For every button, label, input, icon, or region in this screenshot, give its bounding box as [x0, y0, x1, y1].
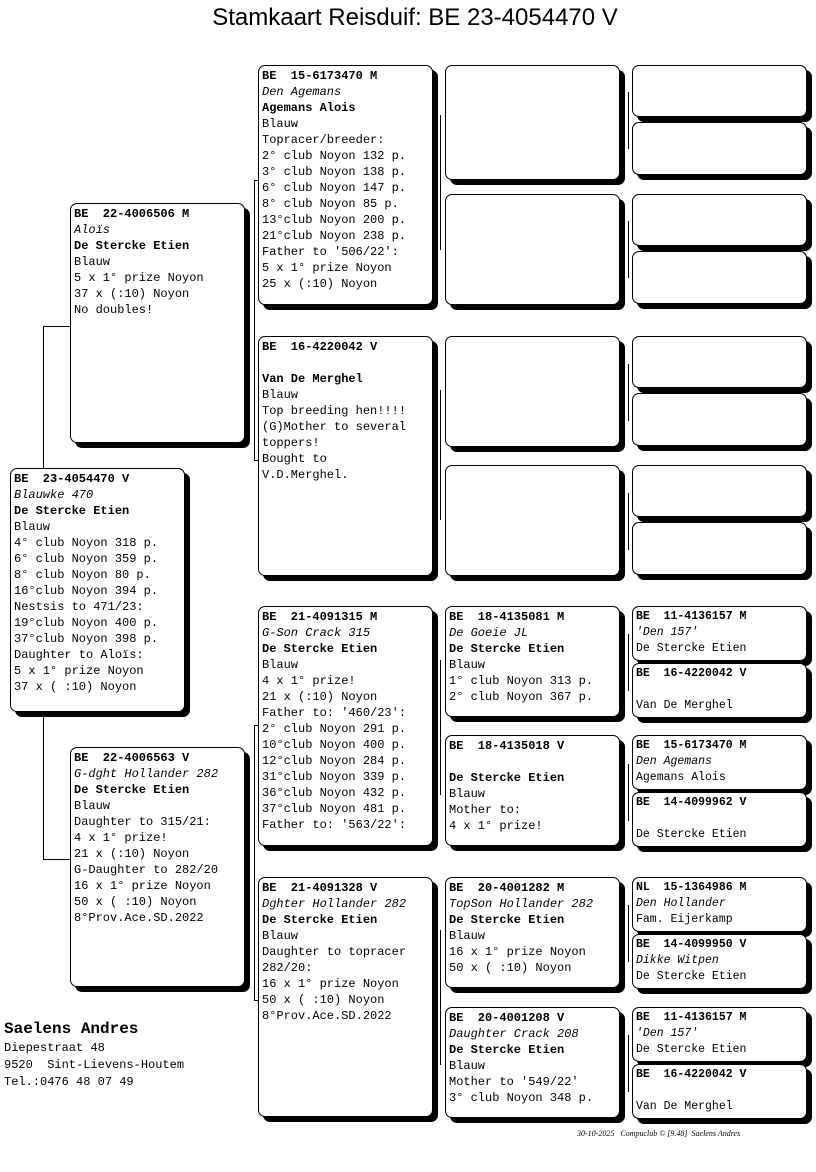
owner-name: De Stercke Etien	[262, 913, 378, 927]
ring-number: BE 23-4054470 V	[14, 472, 130, 486]
empty-ancestor-card[interactable]	[632, 393, 807, 446]
info-line: 8°Prov.Ace.SD.2022	[74, 911, 204, 925]
connector-line	[254, 180, 255, 325]
ancestor-card-g3[interactable]	[632, 735, 807, 790]
ring-number: BE 14-4099962 V	[636, 796, 747, 809]
info-line: toppers!	[262, 436, 320, 450]
connector-line	[628, 493, 629, 550]
pigeon-name: Daughter Crack 208	[449, 1027, 579, 1041]
empty-ancestor-card[interactable]	[632, 522, 807, 575]
connector-line	[628, 92, 629, 149]
info-line: Top breeding hen!!!!	[262, 404, 407, 418]
info-line: 21 x (:10) Noyon	[262, 690, 378, 704]
connector-line	[43, 859, 70, 860]
breeder-phone: Tel.:0476 48 07 49	[4, 1075, 134, 1089]
connector-line	[628, 364, 629, 421]
ring-number: BE 21-4091315 M	[262, 610, 378, 624]
pigeon-name: Den Hollander	[636, 897, 726, 910]
info-line: Blauw	[449, 658, 486, 672]
owner-name: De Stercke Etien	[74, 783, 190, 797]
connector-line	[43, 326, 44, 468]
info-line: 4° club Noyon 318 p.	[14, 536, 159, 550]
owner-name: Agemans Alois	[262, 101, 356, 115]
owner-name: De Stercke Etien	[74, 239, 190, 253]
connector-line	[43, 712, 44, 860]
dam-dam-dam-card[interactable]	[445, 1007, 620, 1118]
info-line: 4 x 1° prize!	[262, 674, 356, 688]
owner-name: Van De Merghel	[636, 1100, 733, 1113]
connector-line	[43, 326, 70, 327]
info-line: 3° club Noyon 138 p.	[262, 165, 407, 179]
info-line: 25 x (:10) Noyon	[262, 277, 378, 291]
info-line: 8° club Noyon 85 p.	[262, 197, 399, 211]
ring-number: BE 22-4006563 V	[74, 751, 190, 765]
info-line: Blauw	[262, 658, 299, 672]
ring-number: BE 20-4001208 V	[449, 1011, 565, 1025]
ring-number: BE 20-4001282 M	[449, 881, 565, 895]
connector-line	[628, 221, 629, 278]
owner-name: Van De Merghel	[636, 699, 733, 712]
ring-number: BE 11-4136157 M	[636, 1011, 747, 1024]
empty-ancestor-card[interactable]	[632, 65, 807, 117]
info-line: 5 x 1° prize Noyon	[74, 271, 204, 285]
pigeon-name: Den Agemans	[636, 755, 712, 768]
pigeon-name: TopSon Hollander 282	[449, 897, 594, 911]
pigeon-name: 'Den 157'	[636, 1027, 699, 1040]
ring-number: BE 11-4136157 M	[636, 610, 747, 623]
info-line: 21°club Noyon 238 p.	[262, 229, 407, 243]
info-line: 8°Prov.Ace.SD.2022	[262, 1009, 392, 1023]
dam-sire-dam-card[interactable]	[445, 735, 620, 846]
info-line: Topracer/breeder:	[262, 133, 385, 147]
info-line: 2° club Noyon 291 p.	[262, 722, 407, 736]
sire-sire-card[interactable]	[258, 65, 433, 305]
info-line: 5 x 1° prize Noyon	[14, 664, 144, 678]
info-line: G-Daughter to 282/20	[74, 863, 219, 877]
ancestor-card-g1[interactable]	[632, 606, 807, 661]
info-line: 13°club Noyon 200 p.	[262, 213, 407, 227]
info-line: 16 x 1° prize Noyon	[262, 977, 399, 991]
info-line: (G)Mother to several	[262, 420, 407, 434]
ring-number: BE 18-4135081 M	[449, 610, 565, 624]
info-line: Blauw	[449, 787, 486, 801]
connector-line	[440, 930, 441, 1065]
connector-line	[628, 905, 629, 962]
ancestor-card-g4[interactable]	[632, 792, 807, 847]
connector-line	[628, 634, 629, 691]
info-line: 16 x 1° prize Noyon	[74, 879, 211, 893]
dam-dam-sire-card[interactable]	[445, 877, 620, 988]
pigeon-name: G-Son Crack 315	[262, 626, 371, 640]
empty-ancestor-card[interactable]	[445, 336, 620, 447]
pigeon-name: 'Den 157'	[636, 626, 699, 639]
info-line: 2° club Noyon 367 p.	[449, 690, 594, 704]
info-line: Father to: '460/23':	[262, 706, 407, 720]
ring-number: BE 21-4091328 V	[262, 881, 378, 895]
pigeon-name	[449, 754, 616, 770]
info-line: Blauw	[262, 388, 299, 402]
info-line: 50 x ( :10) Noyon	[74, 895, 197, 909]
ring-number: BE 14-4099950 V	[636, 938, 747, 951]
info-line: 21 x (:10) Noyon	[74, 847, 190, 861]
connector-line	[628, 764, 629, 821]
info-line: 1° club Noyon 313 p.	[449, 674, 594, 688]
ancestor-card-g5[interactable]	[632, 877, 807, 932]
ring-number: NL 15-1364986 M	[636, 881, 747, 894]
empty-ancestor-card[interactable]	[632, 465, 807, 517]
ancestor-card-g8[interactable]	[632, 1064, 807, 1119]
info-line: Blauw	[74, 799, 111, 813]
breeder-name: Saelens Andres	[4, 1020, 139, 1038]
pigeon-name: Aloïs	[74, 223, 111, 237]
info-line: 4 x 1° prize!	[74, 831, 168, 845]
info-line: 10°club Noyon 400 p.	[262, 738, 407, 752]
info-line: 31°club Noyon 339 p.	[262, 770, 407, 784]
dam-sire-sire-card[interactable]	[445, 606, 620, 717]
ring-number: BE 18-4135018 V	[449, 739, 565, 753]
ancestor-card-g7[interactable]	[632, 1007, 807, 1062]
pigeon-name: De Goeie JL	[449, 626, 529, 640]
info-line: 8° club Noyon 80 p.	[14, 568, 151, 582]
pigeon-name	[262, 355, 429, 371]
info-line: 19°club Noyon 400 p.	[14, 616, 159, 630]
ring-number: BE 15-6173470 M	[636, 739, 747, 752]
info-line: Bought to	[262, 452, 327, 466]
empty-ancestor-card[interactable]	[445, 65, 620, 180]
info-line: 3° club Noyon 348 p.	[449, 1091, 594, 1105]
pigeon-name	[636, 682, 803, 698]
info-line: 16 x 1° prize Noyon	[449, 945, 586, 959]
info-line: Father to '506/22':	[262, 245, 399, 259]
footer-credits: 30-10-2025 Compuclub © [9.48] Saelens Andres	[577, 1129, 741, 1138]
owner-name: Fam. Eijerkamp	[636, 913, 733, 926]
connector-line	[254, 865, 255, 1000]
info-line: No doubles!	[74, 303, 154, 317]
info-line: Daughter to Aloïs:	[14, 648, 144, 662]
connector-line	[628, 1035, 629, 1092]
owner-name: De Stercke Etien	[636, 970, 747, 983]
sire-dam-card[interactable]	[258, 336, 433, 576]
owner-name: Van De Merghel	[262, 372, 363, 386]
info-line: Daughter to topracer	[262, 945, 407, 959]
info-line: Father to: '563/22':	[262, 818, 407, 832]
info-line: 282/20:	[262, 961, 313, 975]
empty-ancestor-card[interactable]	[445, 194, 620, 305]
pigeon-name: G-dght Hollander 282	[74, 767, 219, 781]
info-line: 50 x ( :10) Noyon	[262, 993, 385, 1007]
info-line: Blauw	[449, 929, 486, 943]
dam-sire-card[interactable]	[258, 606, 433, 846]
pigeon-name	[636, 811, 803, 827]
info-line: Blauw	[262, 929, 299, 943]
pigeon-name: Dikke Witpen	[636, 954, 719, 967]
breeder-street: Diepestraat 48	[4, 1041, 105, 1055]
info-line: 37°club Noyon 481 p.	[262, 802, 407, 816]
owner-name: De Stercke Etien	[449, 642, 565, 656]
connector-line	[440, 660, 441, 795]
connector-line	[254, 725, 255, 865]
ring-number: BE 15-6173470 M	[262, 69, 378, 83]
info-line: Nestsis to 471/23:	[14, 600, 144, 614]
info-line: Blauw	[449, 1059, 486, 1073]
subject-card[interactable]	[10, 468, 185, 712]
info-line: 50 x ( :10) Noyon	[449, 961, 572, 975]
info-line: 37°club Noyon 398 p.	[14, 632, 159, 646]
sire-card[interactable]	[70, 203, 245, 443]
owner-name: De Stercke Etien	[449, 771, 565, 785]
empty-ancestor-card[interactable]	[445, 465, 620, 576]
owner-name: De Stercke Etien	[262, 642, 378, 656]
info-line: 6° club Noyon 147 p.	[262, 181, 407, 195]
ring-number: BE 16-4220042 V	[262, 340, 378, 354]
info-line: 36°club Noyon 432 p.	[262, 786, 407, 800]
info-line: Mother to '549/22'	[449, 1075, 579, 1089]
info-line: Blauw	[74, 255, 111, 269]
info-line: 4 x 1° prize!	[449, 819, 543, 833]
connector-line	[440, 115, 441, 250]
info-line: V.D.Merghel.	[262, 468, 349, 482]
ring-number: BE 16-4220042 V	[636, 667, 747, 680]
pigeon-name	[636, 1083, 803, 1099]
info-line: Mother to:	[449, 803, 522, 817]
page-title: Stamkaart Reisduif: BE 23-4054470 V	[212, 4, 618, 31]
pigeon-name: Den Agemans	[262, 85, 342, 99]
empty-ancestor-card[interactable]	[632, 194, 807, 246]
dam-card[interactable]	[70, 747, 245, 987]
owner-name: De Stercke Etien	[636, 642, 747, 655]
connector-line	[254, 325, 255, 460]
ring-number: BE 16-4220042 V	[636, 1068, 747, 1081]
info-line: 37 x ( :10) Noyon	[14, 680, 137, 694]
empty-ancestor-card[interactable]	[632, 336, 807, 388]
info-line: 2° club Noyon 132 p.	[262, 149, 407, 163]
info-line: Blauw	[14, 520, 51, 534]
dam-dam-card[interactable]	[258, 877, 433, 1117]
breeder-info	[4, 1018, 184, 1091]
info-line: Blauw	[262, 117, 299, 131]
pigeon-name: Blauwke 470	[14, 488, 94, 502]
info-line: Daughter to 315/21:	[74, 815, 211, 829]
empty-ancestor-card[interactable]	[632, 251, 807, 304]
ring-number: BE 22-4006506 M	[74, 207, 190, 221]
breeder-city: 9520 Sint-Lievens-Houtem	[4, 1058, 185, 1072]
owner-name: Agemans Alois	[636, 771, 726, 784]
owner-name: De Stercke Etien	[449, 913, 565, 927]
empty-ancestor-card[interactable]	[632, 122, 807, 175]
pigeon-name: Dghter Hollander 282	[262, 897, 407, 911]
info-line: 12°club Noyon 284 p.	[262, 754, 407, 768]
owner-name: De Stercke Etien	[636, 1043, 747, 1056]
owner-name: De Stercke Etien	[636, 828, 747, 841]
ancestor-card-g6[interactable]	[632, 934, 807, 989]
connector-line	[440, 390, 441, 520]
info-line: 6° club Noyon 359 p.	[14, 552, 159, 566]
info-line: 16°club Noyon 394 p.	[14, 584, 159, 598]
owner-name: De Stercke Etien	[14, 504, 130, 518]
info-line: 5 x 1° prize Noyon	[262, 261, 392, 275]
info-line: 37 x (:10) Noyon	[74, 287, 190, 301]
owner-name: De Stercke Etien	[449, 1043, 565, 1057]
ancestor-card-g2[interactable]	[632, 663, 807, 718]
